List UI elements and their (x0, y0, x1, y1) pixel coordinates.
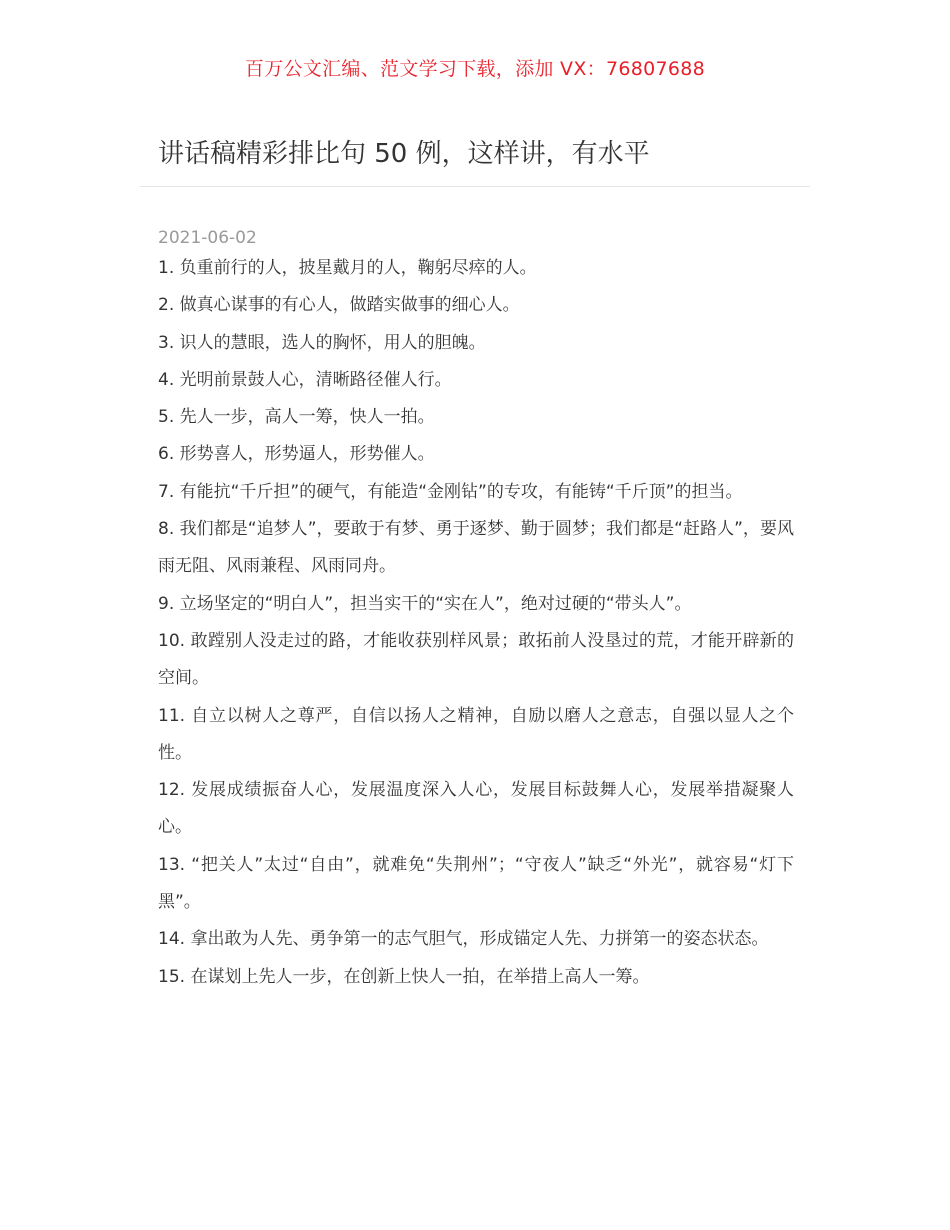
list-item: 6. 形势喜人，形势逼人，形势催人。 (158, 444, 435, 465)
publish-date: 2021-06-02 (158, 228, 257, 248)
list-item: 3. 识人的慧眼，选人的胸怀，用人的胆魄。 (158, 332, 486, 353)
list-item: 13. “把关人”太过“自由”，就难免“失荆州”；“守夜人”缺乏“外光”，就容易“灯下黑”。 (158, 854, 794, 913)
list-item: 10. 敢蹚别人没走过的路，才能收获别样风景；敢拓前人没垦过的荒，才能开辟新的空间。 (158, 630, 794, 689)
sentence-list (158, 250, 794, 996)
list-item: 9. 立场坚定的“明白人”，担当实干的“实在人”，绝对过硬的“带头人”。 (158, 593, 692, 614)
list-item: 11. 自立以树人之尊严，自信以扬人之精神，自励以磨人之意志，自强以显人之个性。 (158, 705, 794, 763)
list-item: 5. 先人一步，高人一筹，快人一拍。 (158, 407, 435, 428)
list-item: 1. 负重前行的人，披星戴月的人，鞠躬尽瘁的人。 (158, 258, 537, 278)
list-item: 8. 我们都是“追梦人”，要敢于有梦、勇于逐梦、勤于圆梦；我们都是“赶路人”，要风雨无阻、风雨兼程、风雨同舟。 (158, 519, 794, 577)
list-item: 12. 发展成绩振奋人心，发展温度深入人心，发展目标鼓舞人心，发展举措凝聚人心。 (158, 780, 794, 838)
list-item: 7. 有能抗“千斤担”的硬气，有能造“金刚钻”的专攻，有能铸“千斤顶”的担当。 (158, 481, 743, 502)
list-item: 4. 光明前景鼓人心，清晰路径催人行。 (158, 369, 452, 390)
list-item: 15. 在谋划上先人一步，在创新上快人一拍，在举措上高人一筹。 (158, 966, 650, 987)
article-body (158, 226, 794, 996)
list-item: 14. 拿出敢为人先、勇争第一的志气胆气，形成锚定人先、力拼第一的姿态状态。 (158, 929, 769, 950)
title-section (140, 136, 810, 187)
page-title: 讲话稿精彩排比句 50 例，这样讲，有水平 (158, 139, 650, 169)
promo-banner: 百万公文汇编、范文学习下载，添加 VX：76807688 (244, 58, 706, 80)
list-item: 2. 做真心谋事的有心人，做踏实做事的细心人。 (158, 295, 520, 316)
